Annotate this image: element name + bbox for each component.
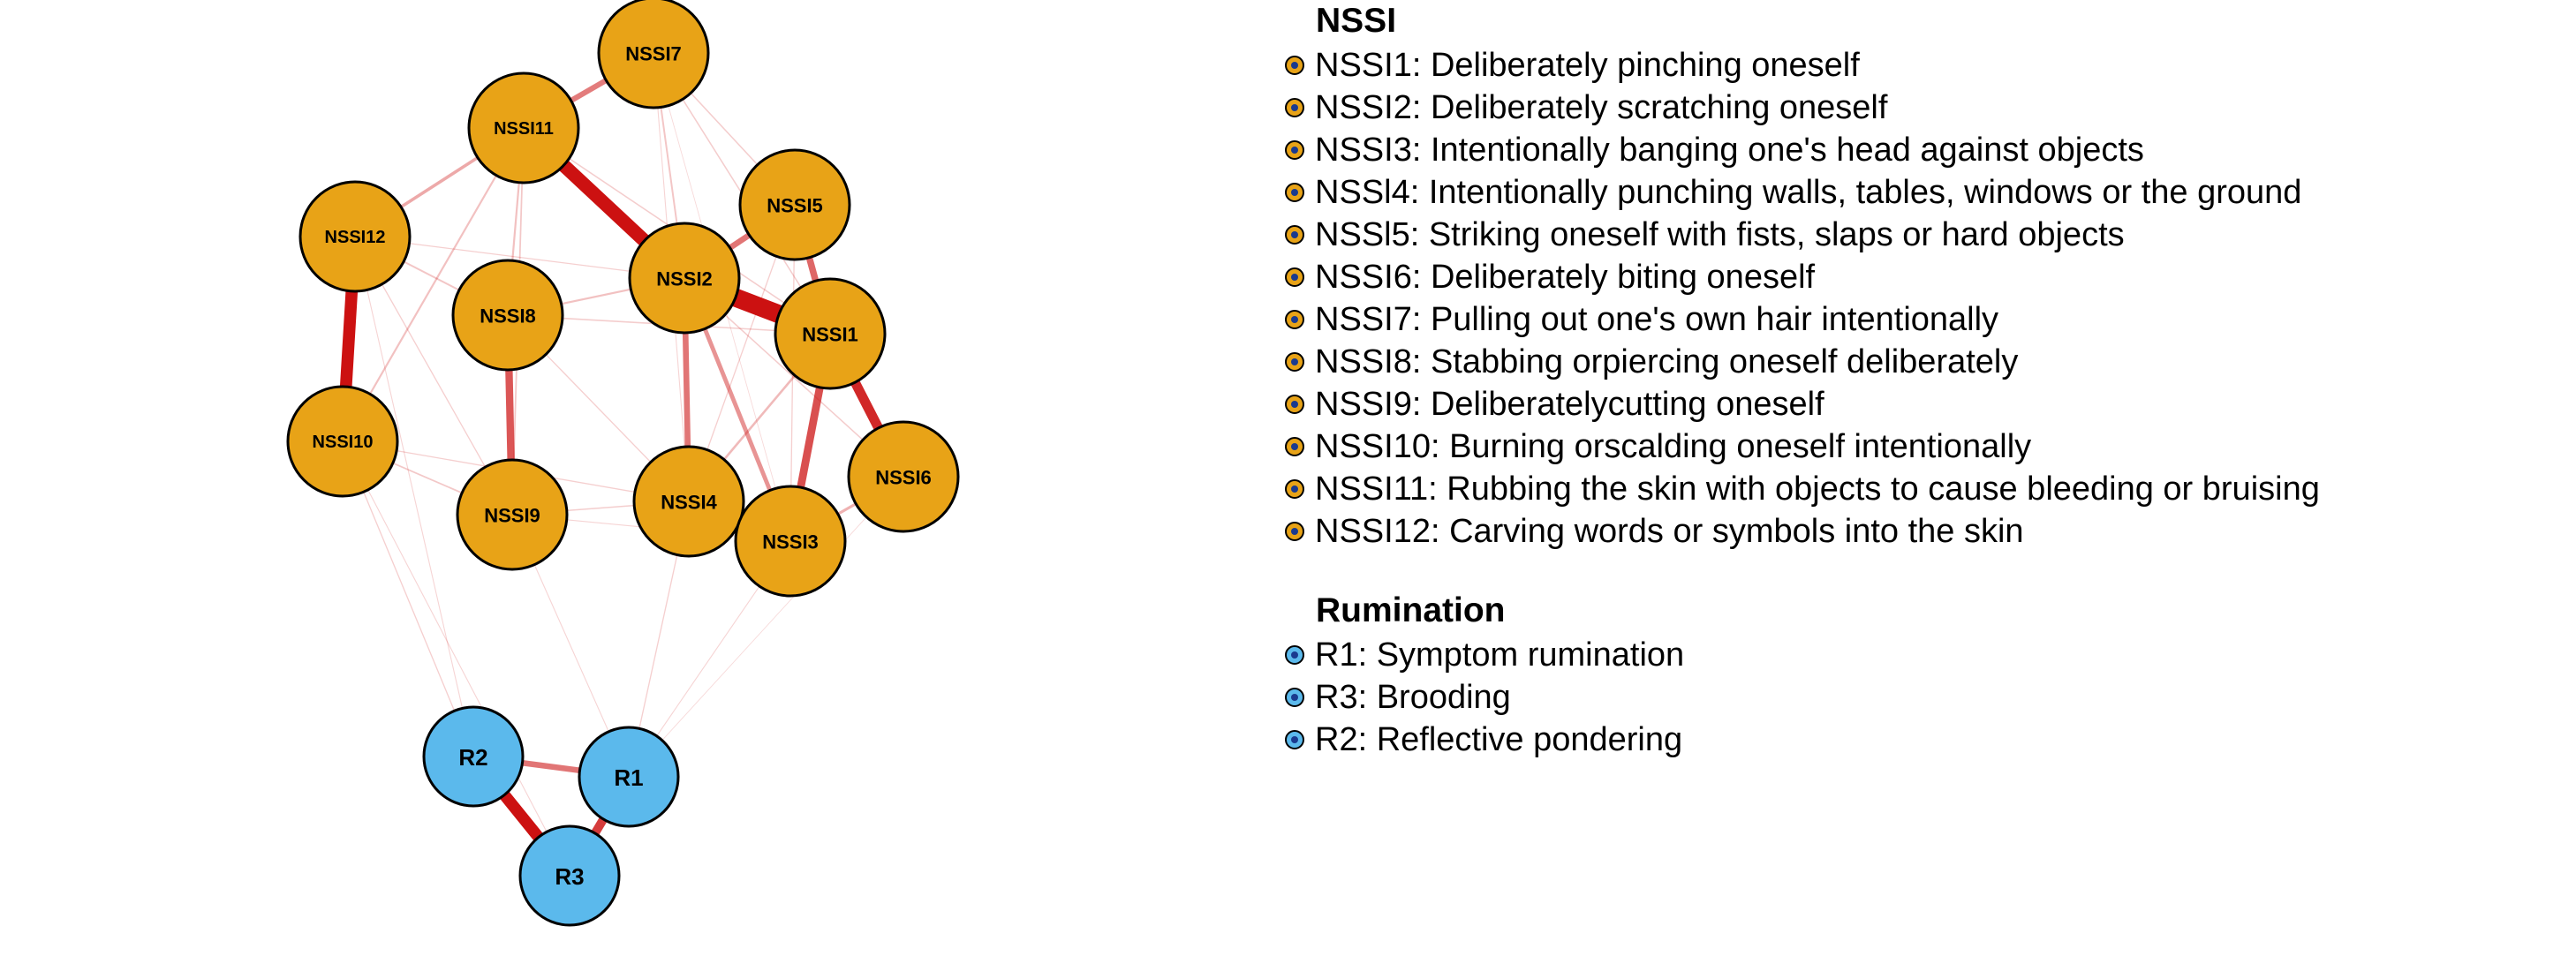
graph-node[interactable] [736,486,845,596]
legend-bullet-icon [1285,479,1304,499]
graph-node[interactable] [630,223,739,333]
legend-item-label: R2: Reflective pondering [1315,721,1683,758]
legend-item-label: NSSI10: Burning orscalding oneself intentionally [1315,428,2032,465]
graph-node[interactable] [579,727,678,826]
graph-node[interactable] [634,447,744,556]
node-label: NSSI2 [656,267,713,290]
node-label: R1 [614,764,644,791]
legend-item-label: NSSI7: Pulling out one's own hair intentionally [1315,301,1999,338]
legend-bullet-icon [1285,352,1304,372]
node-label: NSSI5 [767,194,823,217]
legend-panel [1285,0,2576,956]
legend-item-label: NSSI6: Deliberately biting oneself [1315,259,1816,296]
node-label: NSSI11 [494,119,554,139]
legend-item [1285,87,2576,129]
legend-item [1285,676,2576,719]
legend-spacer [1285,553,2576,590]
legend-item-label: R3: Brooding [1315,679,1511,716]
graph-node[interactable] [520,826,619,925]
legend-item-label: NSSI12: Carving words or symbols into the skin [1315,513,2024,550]
node-layer [288,0,958,925]
legend-bullet-icon [1285,98,1304,117]
legend-bullet-icon [1285,183,1304,202]
legend-item-label: NSSI11: Rubbing the skin with objects to cause bleeding or bruising [1315,470,2320,508]
graph-node[interactable] [775,279,885,388]
legend-item [1285,425,2576,468]
legend-item [1285,341,2576,383]
graph-node[interactable] [453,260,563,370]
legend-item-label: NSSI9: Deliberatelycutting oneself [1315,386,1824,423]
node-label: NSSI6 [875,466,932,489]
graph-node[interactable] [288,387,397,496]
legend-item [1285,468,2576,510]
network-graph-panel [0,0,1272,956]
legend-list [1285,44,2576,553]
graph-node[interactable] [849,422,958,531]
graph-node[interactable] [424,707,523,806]
legend-group-title: NSSI [1316,2,1397,40]
legend-item-label: NSSl4: Intentionally punching walls, tables, windows or the ground [1315,174,2302,211]
graph-node[interactable] [469,73,578,183]
legend-bullet-icon [1285,310,1304,329]
legend-bullet-icon [1285,730,1304,749]
node-label: NSSI10 [312,433,374,452]
legend-item [1285,129,2576,171]
legend-bullet-icon [1285,225,1304,245]
graph-node[interactable] [457,460,567,569]
legend-bullet-icon [1285,56,1304,75]
node-label: NSSI7 [625,42,682,65]
graph-node[interactable] [740,150,850,260]
legend-item-label: NSSI3: Intentionally banging one's head against objects [1315,132,2144,169]
legend-bullet-icon [1285,645,1304,665]
node-label: NSSI8 [480,305,536,327]
node-label: R3 [555,863,585,890]
legend-item [1285,719,2576,761]
node-label: NSSI1 [802,323,858,346]
node-label: R2 [458,744,488,771]
legend-item [1285,44,2576,87]
node-label: NSSI3 [762,531,819,553]
legend-item-label: NSSI8: Stabbing orpiercing oneself deliberately [1315,343,2019,380]
legend-bullet-icon [1285,688,1304,707]
legend-item [1285,634,2576,676]
legend-item-label: R1: Symptom rumination [1315,636,1685,674]
legend-list [1285,634,2576,761]
node-label: NSSI4 [661,491,717,514]
node-label: NSSI9 [484,504,540,527]
legend-item-label: NSSl5: Striking oneself with fists, slaps or hard objects [1315,216,2125,253]
legend-item-label: NSSI1: Deliberately pinching oneself [1315,47,1860,84]
legend-bullet-icon [1285,140,1304,160]
legend-bullet-icon [1285,267,1304,287]
legend-item [1285,298,2576,341]
legend-item [1285,510,2576,553]
legend-group-title: Rumination [1316,591,1506,629]
legend-bullet-icon [1285,395,1304,414]
graph-node[interactable] [300,182,410,291]
legend-item [1285,214,2576,256]
legend-item-label: NSSI2: Deliberately scratching oneself [1315,89,1888,126]
legend-item [1285,171,2576,214]
legend-bullet-icon [1285,437,1304,456]
legend-item [1285,383,2576,425]
network-graph [0,0,1272,956]
legend-item [1285,256,2576,298]
legend-bullet-icon [1285,522,1304,541]
node-label: NSSI12 [324,228,386,247]
graph-node[interactable] [599,0,708,108]
